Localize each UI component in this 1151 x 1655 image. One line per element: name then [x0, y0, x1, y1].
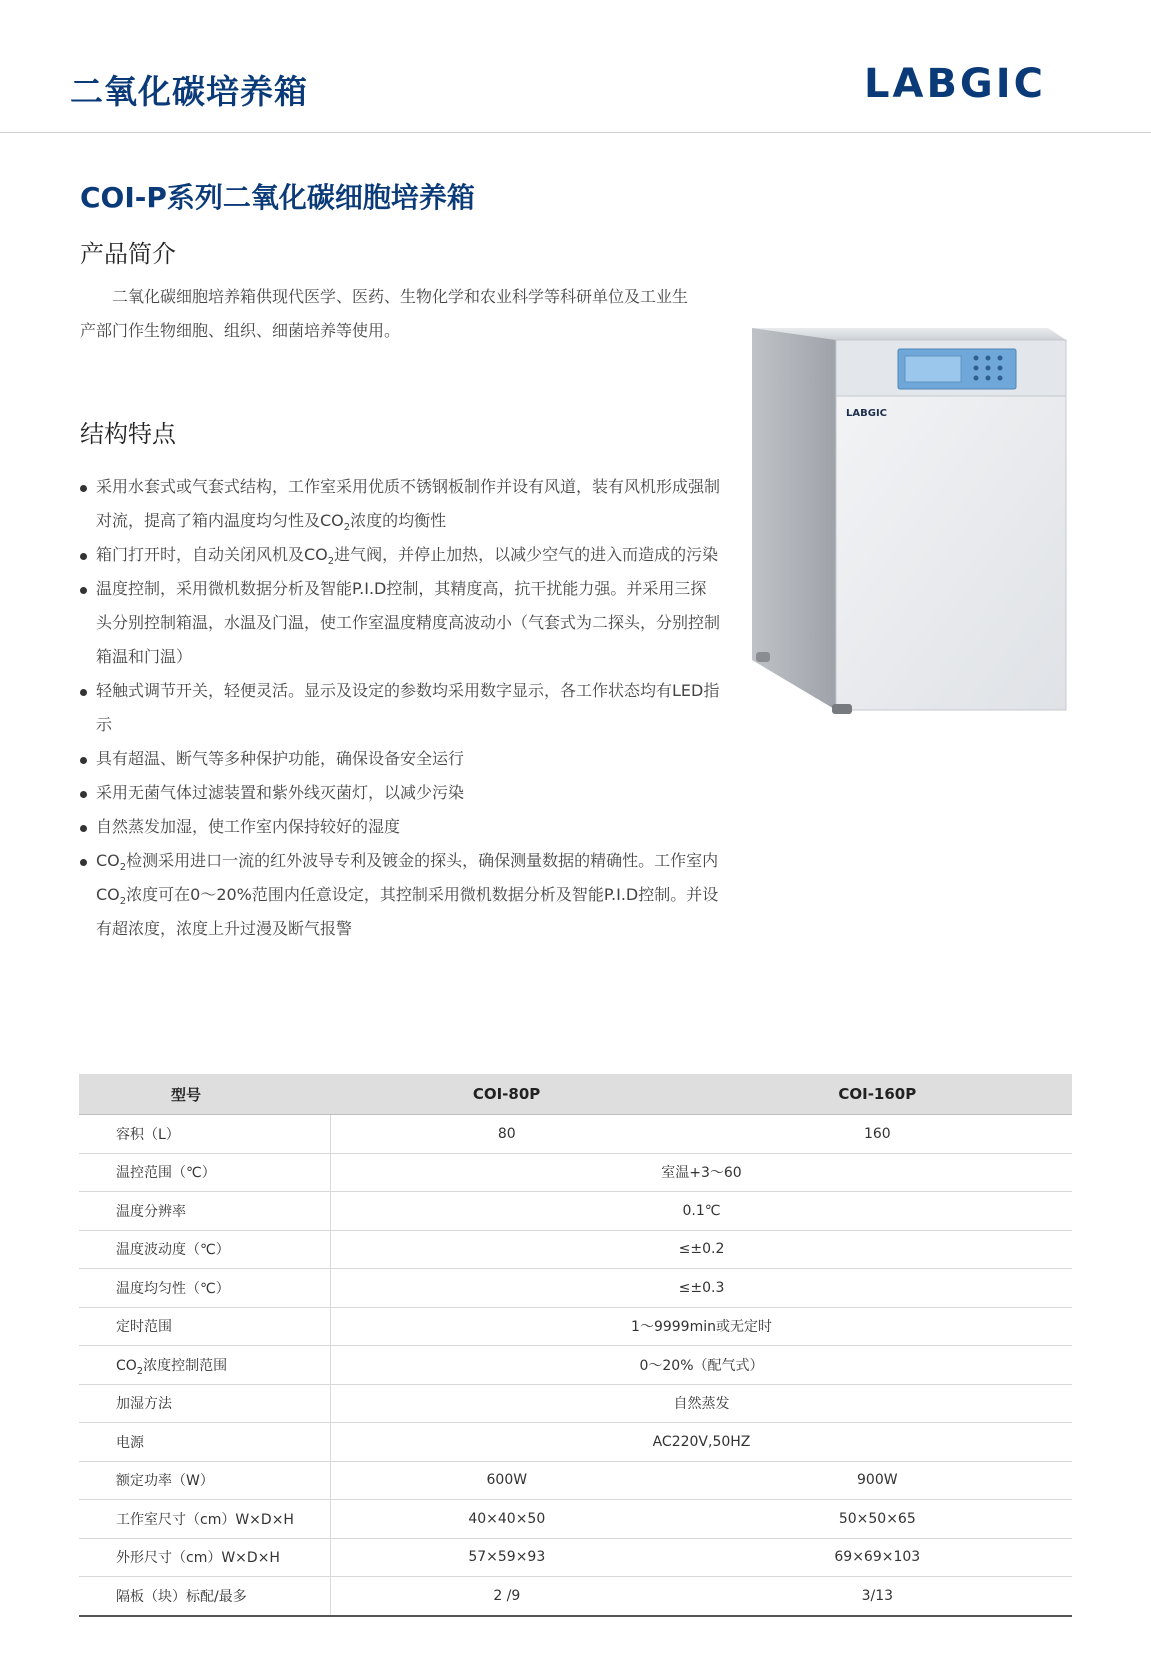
row-value-shared: ≤±0.3 [331, 1269, 1073, 1308]
row-label: $CO_2$浓度控制范围 [79, 1346, 331, 1385]
table-row [79, 1307, 1072, 1346]
table-row [79, 1230, 1072, 1269]
table-row [79, 1384, 1072, 1423]
table-row [79, 1192, 1072, 1231]
row-label: 额定功率（W） [79, 1461, 331, 1500]
row-value-shared: AC220V,50HZ [331, 1423, 1073, 1462]
features-list [80, 470, 720, 946]
incubator-image [748, 320, 1068, 720]
row-value-160p: 160 [683, 1115, 1072, 1154]
row-label: 定时范围 [79, 1307, 331, 1346]
row-value-shared: 室温+3～60 [331, 1153, 1073, 1192]
row-value-shared: 0～20%（配气式） [331, 1346, 1073, 1385]
row-label: 温度均匀性（℃） [79, 1269, 331, 1308]
spec-table [79, 1074, 1072, 1617]
row-label: 温控范围（℃） [79, 1153, 331, 1192]
spec-table-header [79, 1074, 1072, 1115]
table-row [79, 1423, 1072, 1462]
bullet-icon [80, 791, 87, 798]
row-value-shared: 1～9999min或无定时 [331, 1307, 1073, 1346]
brand-logo [864, 61, 1084, 107]
row-value-80p: 600W [331, 1461, 683, 1500]
intro-heading: 产品简介 [80, 240, 176, 268]
page-header [0, 0, 1151, 133]
header-model: 型号 [79, 1074, 331, 1115]
feature-item: 箱门打开时，自动关闭风机及$CO_2$进气阀，并停止加热，以减少空气的进入而造成的污染 [80, 538, 720, 572]
table-row [79, 1346, 1072, 1385]
row-label: 温度波动度（℃） [79, 1230, 331, 1269]
feature-item: 具有超温、断气等多种保护功能，确保设备安全运行 [80, 742, 720, 776]
row-value-160p: 900W [683, 1461, 1072, 1500]
intro-text: 二氧化碳细胞培养箱供现代医学、医药、生物化学和农业科学等科研单位及工业生产部门作生物细胞、组织、细菌培养等使用。 [80, 287, 689, 340]
table-row [79, 1269, 1072, 1308]
header-coi-160p: COI-160P [683, 1074, 1072, 1115]
feature-item: 自然蒸发加湿，使工作室内保持较好的湿度 [80, 810, 720, 844]
table-row [79, 1153, 1072, 1192]
table-row [79, 1115, 1072, 1154]
bullet-icon [80, 825, 87, 832]
feature-item: 采用水套式或气套式结构，工作室采用优质不锈钢板制作并设有风道，装有风机形成强制对流，提高了箱内温度均匀性及$CO_2$浓度的均衡性 [80, 470, 720, 538]
header-title: 二氧化碳培养箱 [70, 72, 308, 111]
row-value-160p: 50×50×65 [683, 1500, 1072, 1539]
bullet-icon [80, 757, 87, 764]
table-row [79, 1538, 1072, 1577]
row-value-shared: 自然蒸发 [331, 1384, 1073, 1423]
row-label: 加湿方法 [79, 1384, 331, 1423]
feature-item: $CO_2$检测采用进口一流的红外波导专利及镀金的探头，确保测量数据的精确性。工作室内$CO_2$浓度可在0～20%范围内任意设定，其控制采用微机数据分析及智能P.I.D控制。并设有超浓度，浓度上升过漫及断气报警 [80, 844, 720, 946]
row-value-80p: 2 /9 [331, 1577, 683, 1616]
features-heading: 结构特点 [80, 420, 176, 448]
row-value-shared: 0.1℃ [331, 1192, 1073, 1231]
feature-item: 温度控制，采用微机数据分析及智能P.I.D控制，其精度高，抗干扰能力强。并采用三探头分别控制箱温，水温及门温，使工作室温度精度高波动小（气套式为二探头，分别控制箱温和门温） [80, 572, 720, 674]
product-title: COI-P系列二氧化碳细胞培养箱 [80, 181, 475, 214]
row-value-80p: 40×40×50 [331, 1500, 683, 1539]
row-label: 外形尺寸（cm）W×D×H [79, 1538, 331, 1577]
bullet-icon [80, 553, 87, 560]
row-value-shared: ≤±0.2 [331, 1230, 1073, 1269]
brand-logo-text: LABGIC [864, 61, 1047, 107]
row-label: 隔板（块）标配/最多 [79, 1577, 331, 1616]
feature-item: 轻触式调节开关，轻便灵活。显示及设定的参数均采用数字显示，各工作状态均有LED指示 [80, 674, 720, 742]
feature-item: 采用无菌气体过滤装置和紫外线灭菌灯，以减少污染 [80, 776, 720, 810]
row-label: 工作室尺寸（cm）W×D×H [79, 1500, 331, 1539]
table-row [79, 1577, 1072, 1616]
bullet-icon [80, 689, 87, 696]
header-coi-80p: COI-80P [331, 1074, 683, 1115]
table-row [79, 1500, 1072, 1539]
bullet-icon [80, 859, 87, 866]
row-label: 电源 [79, 1423, 331, 1462]
bullet-icon [80, 485, 87, 492]
incubator-panel-logo: LABGIC [846, 408, 888, 419]
bullet-icon [80, 587, 87, 594]
row-value-160p: 69×69×103 [683, 1538, 1072, 1577]
row-value-80p: 57×59×93 [331, 1538, 683, 1577]
row-value-160p: 3/13 [683, 1577, 1072, 1616]
row-value-80p: 80 [331, 1115, 683, 1154]
row-label: 温度分辨率 [79, 1192, 331, 1231]
table-row [79, 1461, 1072, 1500]
row-label: 容积（L） [79, 1115, 331, 1154]
